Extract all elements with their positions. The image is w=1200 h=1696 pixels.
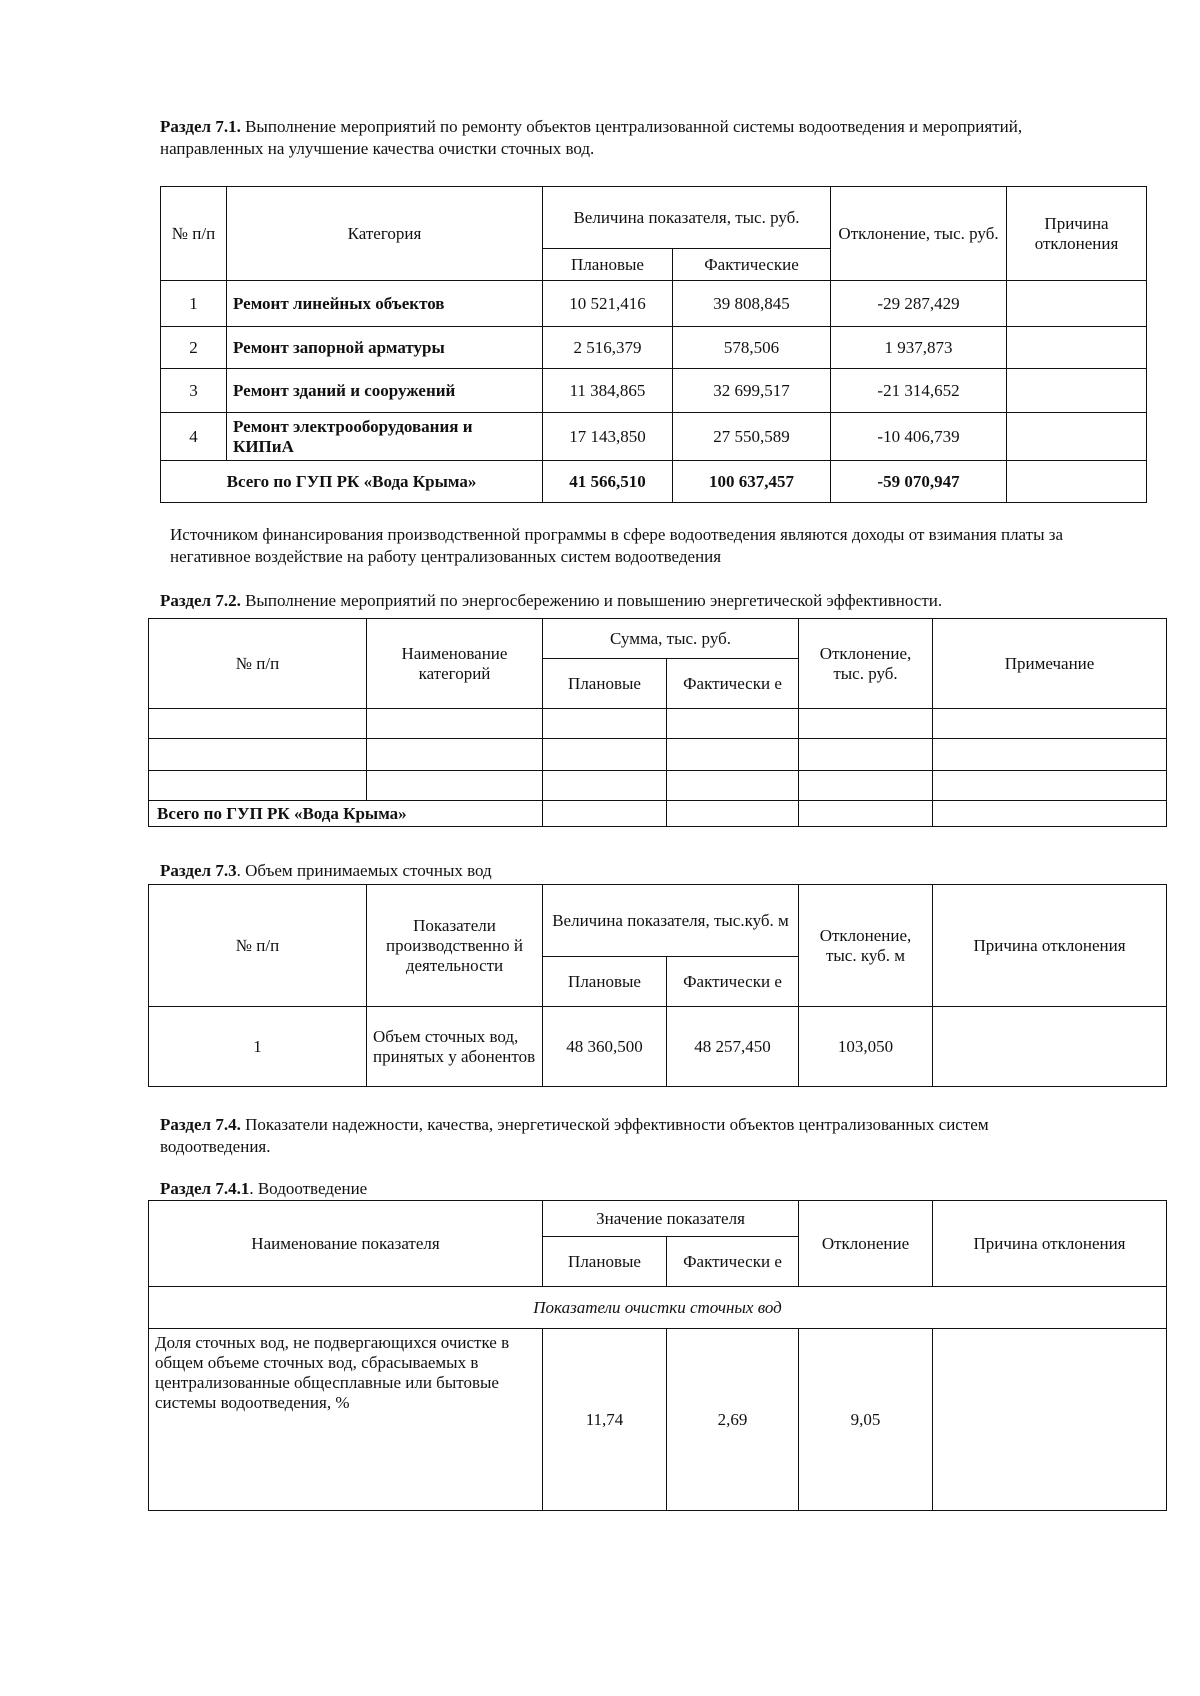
total-row [161,461,1147,503]
empty-cell [799,739,933,771]
table-7-2 [148,618,1167,827]
row-reason [1007,369,1147,413]
total-actual: 100 637,457 [673,461,831,503]
empty-cell [933,801,1167,827]
header-value: Значение показателя [543,1201,799,1237]
row-actual: 32 699,517 [673,369,831,413]
section-7-4-label: Раздел 7.4. [160,1115,241,1134]
total-planned: 41 566,510 [543,461,673,503]
section-7-4-title: Показатели надежности, качества, энергетической эффективности объектов централизованных систем водоотведения. [160,1115,989,1156]
header-deviation: Отклонение, тыс. куб. м [799,885,933,1007]
table-row [149,771,1167,801]
row-deviation: -21 314,652 [831,369,1007,413]
row-num: 3 [161,369,227,413]
section-7-4-heading [160,1114,1100,1158]
row-actual: 27 550,589 [673,413,831,461]
empty-cell [367,739,543,771]
table-row [161,327,1147,369]
header-reason: Причина отклонения [933,1201,1167,1287]
header-actual: Фактически е [667,659,799,709]
row-planned: 48 360,500 [543,1007,667,1087]
row-planned: 17 143,850 [543,413,673,461]
row-deviation: 9,05 [799,1329,933,1511]
header-num: № п/п [161,187,227,281]
row-planned: 11,74 [543,1329,667,1511]
row-name: Доля сточных вод, не подвергающихся очистке в общем объеме сточных вод, сбрасываемых в централизованные общесплавные или бытовые системы водоотведения, % [149,1329,543,1511]
table-7-4-1 [148,1200,1167,1511]
section-7-4-1-title: . Водоотведение [249,1179,368,1198]
total-reason [1007,461,1147,503]
section-7-1-heading [160,116,1080,160]
table-row [149,1007,1167,1087]
header-planned: Плановые [543,659,667,709]
section-7-1-label: Раздел 7.1. [160,117,241,136]
row-reason [1007,413,1147,461]
header-deviation: Отклонение, тыс. руб. [799,619,933,709]
header-actual: Фактически е [667,957,799,1007]
row-num: 1 [161,281,227,327]
table-row [149,739,1167,771]
table-row [149,1329,1167,1511]
header-name: Наименование показателя [149,1201,543,1287]
header-planned: Плановые [543,1237,667,1287]
row-deviation: -29 287,429 [831,281,1007,327]
empty-cell [543,801,667,827]
empty-cell [667,739,799,771]
table-row [161,369,1147,413]
row-reason [933,1007,1167,1087]
header-value: Величина показателя, тыс.куб. м [543,885,799,957]
row-name: Ремонт зданий и сооружений [227,369,543,413]
row-actual: 2,69 [667,1329,799,1511]
funding-note: Источником финансирования производственной программы в сфере водоотведения являются доходы от взимания платы за негативное воздействие на работу централизованных систем водоотведения [170,525,1064,566]
header-category: Категория [227,187,543,281]
empty-cell [367,771,543,801]
row-name: Ремонт электрооборудования и КИПиА [227,413,543,461]
header-num: № п/п [149,619,367,709]
section-7-4-1-label: Раздел 7.4.1 [160,1179,250,1198]
header-planned: Плановые [543,957,667,1007]
empty-cell [667,709,799,739]
group-row [149,1287,1167,1329]
header-actual: Фактические [673,249,831,281]
table-row [149,709,1167,739]
row-num: 1 [149,1007,367,1087]
header-deviation: Отклонение, тыс. руб. [831,187,1007,281]
total-label: Всего по ГУП РК «Вода Крыма» [149,801,543,827]
row-reason [933,1329,1167,1511]
section-7-2-heading [160,590,1120,612]
section-7-2-label: Раздел 7.2. [160,591,241,610]
header-planned: Плановые [543,249,673,281]
row-name: Объем сточных вод, принятых у абонентов [367,1007,543,1087]
section-7-2-title: Выполнение мероприятий по энергосбережению и повышению энергетической эффективности. [240,591,943,610]
row-actual: 39 808,845 [673,281,831,327]
empty-cell [667,771,799,801]
row-reason [1007,281,1147,327]
table-row [161,413,1147,461]
total-label: Всего по ГУП РК «Вода Крыма» [161,461,543,503]
header-num: № п/п [149,885,367,1007]
section-7-3-heading [160,860,1060,882]
header-category: Наименование категорий [367,619,543,709]
row-actual: 578,506 [673,327,831,369]
empty-cell [933,739,1167,771]
empty-cell [367,709,543,739]
empty-cell [799,801,933,827]
section-7-3-label: Раздел 7.3 [160,861,237,880]
section-7-1-title: Выполнение мероприятий по ремонту объектов централизованной системы водоотведения и мероприятий, направленных на улучшение качества очистки сточных вод. [160,117,1023,158]
row-planned: 11 384,865 [543,369,673,413]
header-reason: Причина отклонения [1007,187,1147,281]
header-deviation: Отклонение [799,1201,933,1287]
header-actual: Фактически е [667,1237,799,1287]
header-indicator: Показатели производственно й деятельности [367,885,543,1007]
empty-cell [933,771,1167,801]
row-reason [1007,327,1147,369]
row-actual: 48 257,450 [667,1007,799,1087]
empty-cell [149,739,367,771]
row-name: Ремонт линейных объектов [227,281,543,327]
group-label: Показатели очистки сточных вод [149,1287,1167,1329]
header-sum: Сумма, тыс. руб. [543,619,799,659]
table-7-1 [160,186,1147,503]
empty-cell [543,709,667,739]
row-deviation: 1 937,873 [831,327,1007,369]
total-row [149,801,1167,827]
total-deviation: -59 070,947 [831,461,1007,503]
empty-cell [543,771,667,801]
empty-cell [543,739,667,771]
row-name: Ремонт запорной арматуры [227,327,543,369]
header-value: Величина показателя, тыс. руб. [543,187,831,249]
empty-cell [799,771,933,801]
empty-cell [149,709,367,739]
table-row [161,281,1147,327]
row-deviation: 103,050 [799,1007,933,1087]
header-note: Примечание [933,619,1167,709]
empty-cell [667,801,799,827]
row-num: 2 [161,327,227,369]
empty-cell [933,709,1167,739]
empty-cell [149,771,367,801]
row-planned: 10 521,416 [543,281,673,327]
empty-cell [799,709,933,739]
section-7-3-title: . Объем принимаемых сточных вод [236,861,492,880]
section-7-4-1-heading [160,1178,1060,1200]
row-planned: 2 516,379 [543,327,673,369]
table-7-3 [148,884,1167,1087]
row-num: 4 [161,413,227,461]
row-deviation: -10 406,739 [831,413,1007,461]
header-reason: Причина отклонения [933,885,1167,1007]
